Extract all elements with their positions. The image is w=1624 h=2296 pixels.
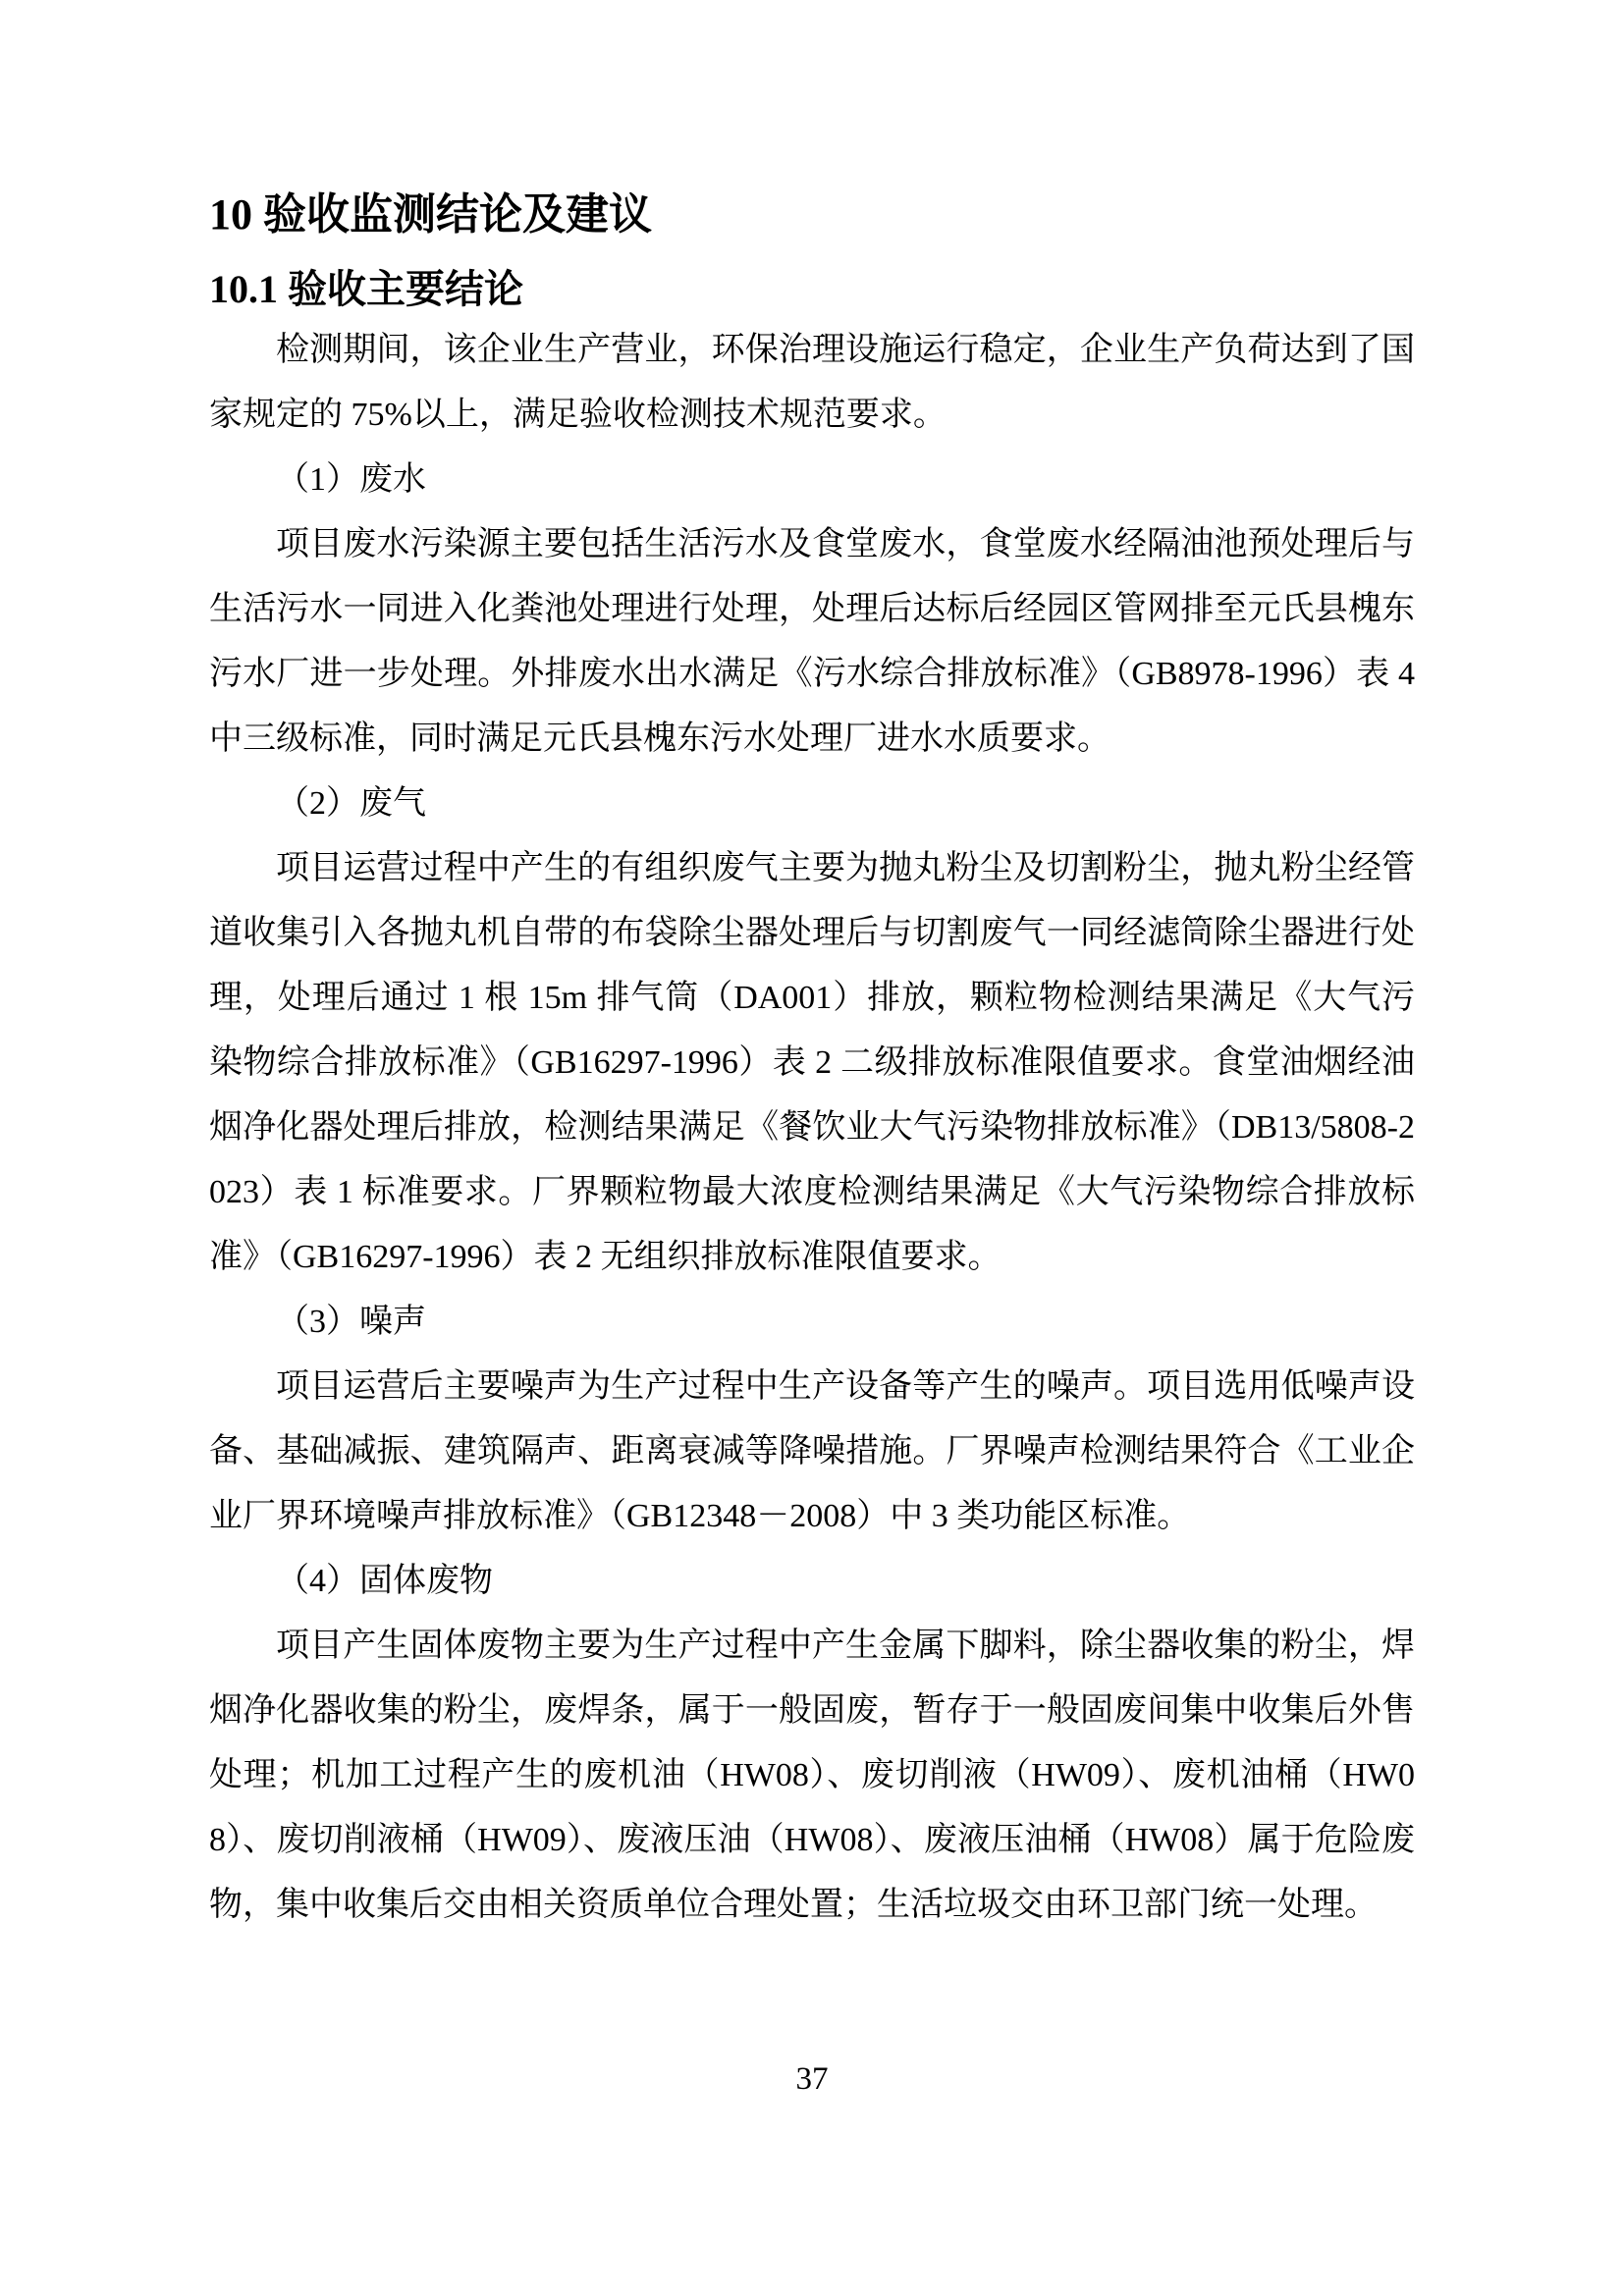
paragraph-label-noise: （3）噪声 xyxy=(276,1304,426,1340)
paragraph-label-solid-waste: （4）固体废物 xyxy=(276,1563,493,1599)
paragraph-noise: 项目运营后主要噪声为生产过程中生产设备等产生的噪声。项目选用低噪声设备、基础减振、建筑隔声、距离衰减等降噪措施。厂界噪声检测结果符合《工业企业厂界环境噪声排放标准》（GB12348－2008）中 3 类功能区标准。 xyxy=(209,1368,1415,1534)
document-body xyxy=(209,318,1415,1938)
paragraph-solid-waste: 项目产生固体废物主要为生产过程中产生金属下脚料，除尘器收集的粉尘，焊烟净化器收集的粉尘，废焊条，属于一般固废，暂存于一般固废间集中收集后外售处理；机加工过程产生的废机油（HW08）、废切削液（HW09）、废机油桶（HW08）、废切削液桶（HW09）、废液压油（HW08）、废液压油桶（HW08）属于危险废物，集中收集后交由相关资质单位合理处置；生活垃圾交由环卫部门统一处理。 xyxy=(209,1628,1415,1923)
paragraph-label-waste-gas: （2）废气 xyxy=(276,785,426,822)
document-content xyxy=(209,188,1415,1938)
page-number: 37 xyxy=(795,2061,829,2097)
paragraph-wastewater: 项目废水污染源主要包括生活污水及食堂废水，食堂废水经隔油池预处理后与生活污水一同进入化粪池处理进行处理，处理后达标后经园区管网排至元氏县槐东污水厂进一步处理。外排废水出水满足《污水综合排放标准》（GB8978-1996）表 4 中三级标准，同时满足元氏县槐东污水处理厂进水水质要求。 xyxy=(209,526,1415,757)
paragraph-overview: 检测期间，该企业生产营业，环保治理设施运行稳定，企业生产负荷达到了国家规定的 75%以上，满足验收检测技术规范要求。 xyxy=(209,332,1415,433)
chapter-heading: 10 验收监测结论及建议 xyxy=(209,190,652,239)
paragraph-waste-gas: 项目运营过程中产生的有组织废气主要为抛丸粉尘及切割粉尘，抛丸粉尘经管道收集引入各抛丸机自带的布袋除尘器处理后与切割废气一同经滤筒除尘器进行处理，处理后通过 1 根 15m 排气筒（DA001）排放，颗粒物检测结果满足《大气污染物综合排放标准》（GB16297-1996）表 2 二级排放标准限值要求。食堂油烟经油烟净化器处理后排放，检测结果满足《餐饮业大气污染物排放标准》（DB13/5808-2023）表 1 标准要求。厂界颗粒物最大浓度检测结果满足《大气污染物综合排放标准》（GB16297-1996）表 2 无组织排放标准限值要求。 xyxy=(209,850,1415,1275)
paragraph-label-wastewater: （1）废水 xyxy=(276,461,426,498)
section-heading: 10.1 验收主要结论 xyxy=(209,267,523,311)
